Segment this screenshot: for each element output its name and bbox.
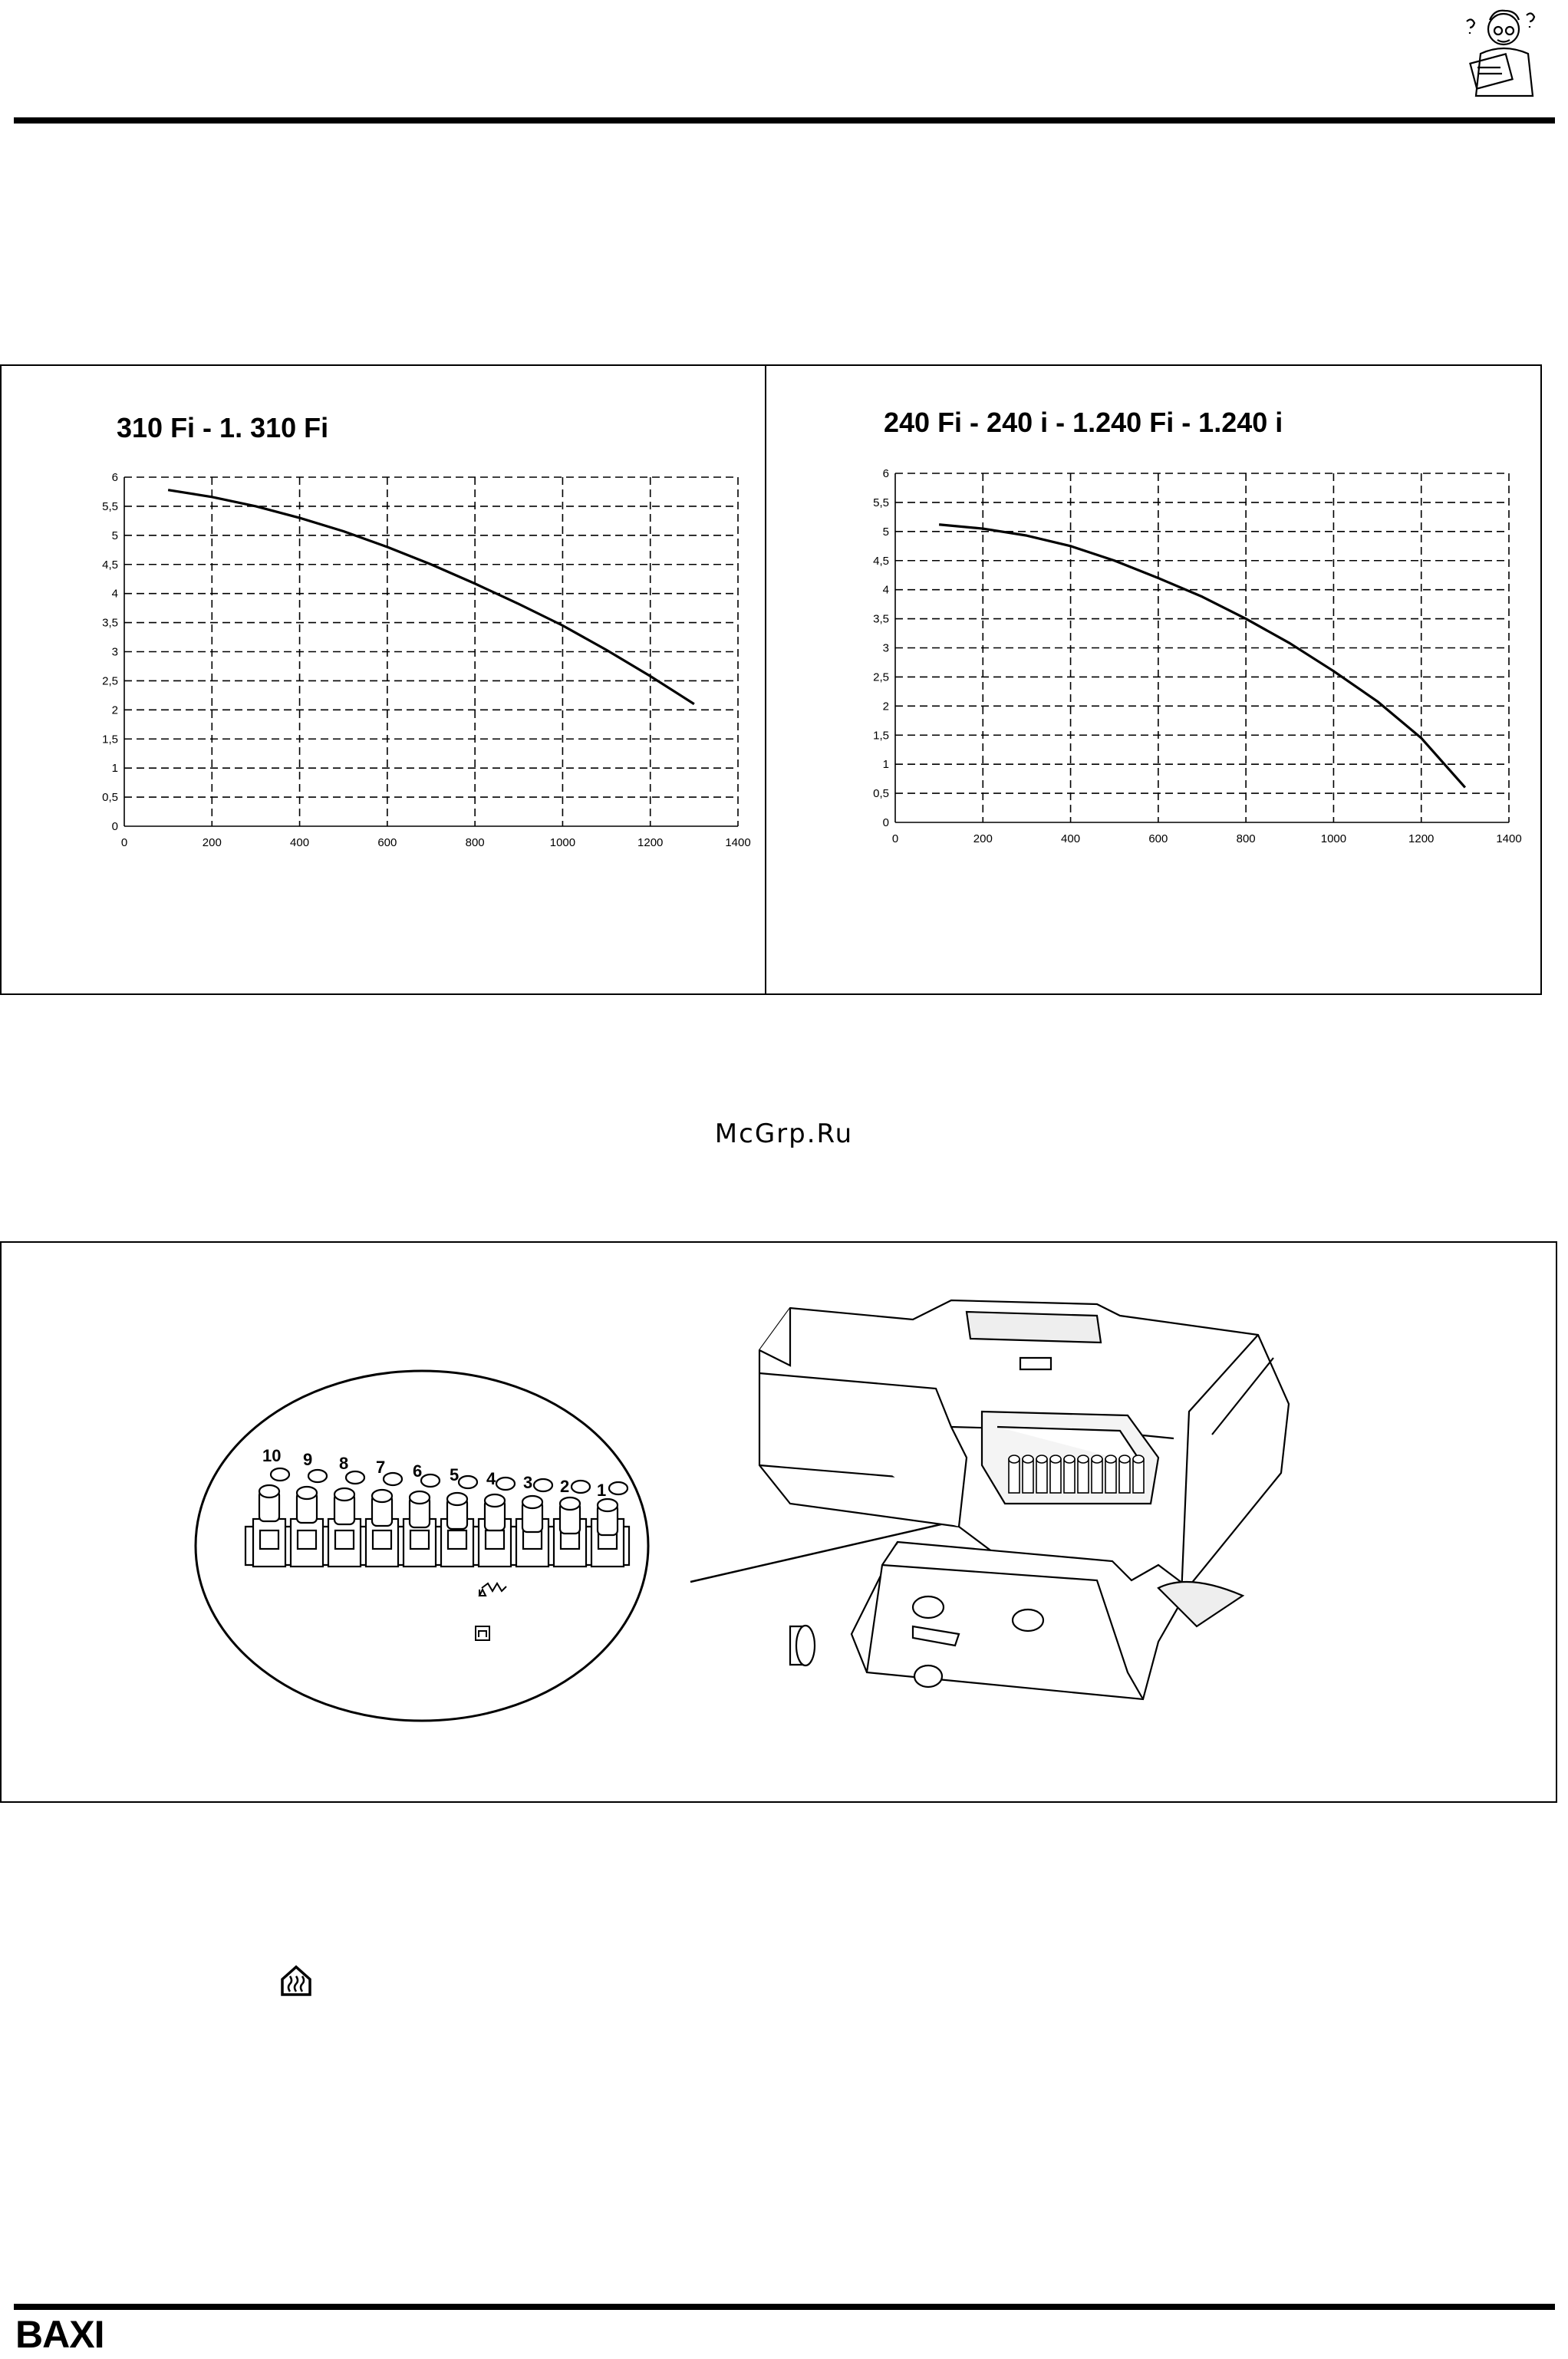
x-tick-label: 1200 — [637, 836, 664, 849]
x-tick-label: 400 — [1061, 832, 1081, 845]
heating-house-icon — [279, 1964, 313, 1998]
boiler-housing-illustration — [759, 1300, 1289, 1699]
x-tick-label: 200 — [202, 836, 222, 849]
terminal-number: 8 — [339, 1454, 349, 1473]
y-tick-label: 3 — [111, 645, 118, 659]
terminal-back-screw — [271, 1468, 289, 1481]
y-tick-label: 0 — [882, 816, 889, 829]
footer-rule — [14, 2304, 1555, 2310]
x-tick-label: 800 — [1236, 832, 1256, 845]
terminal-back-screw — [346, 1471, 364, 1484]
terminal-number: 1 — [597, 1481, 607, 1500]
cavity-terminal — [1023, 1459, 1033, 1493]
thermostat-symbol-icon — [476, 1583, 506, 1640]
x-tick-label: 1400 — [1496, 832, 1522, 845]
y-tick-label: 1 — [882, 758, 889, 772]
brand-logo: BAXI — [15, 2313, 104, 2356]
cavity-terminal — [1078, 1459, 1089, 1493]
y-tick-label: 0,5 — [873, 787, 889, 801]
y-tick-label: 0 — [111, 820, 118, 833]
terminal-screw-head — [259, 1485, 279, 1497]
series-line — [939, 525, 1465, 788]
y-tick-label: 3,5 — [873, 612, 889, 626]
terminal-number: 7 — [376, 1458, 386, 1477]
terminal-back-screw — [384, 1473, 402, 1485]
y-tick-label: 4 — [882, 583, 889, 597]
x-tick-label: 0 — [891, 832, 899, 845]
cavity-terminal-head — [1119, 1455, 1130, 1463]
terminal-screw-head — [334, 1488, 354, 1501]
x-tick-label: 1200 — [1408, 832, 1435, 845]
terminal-back-screw — [459, 1476, 477, 1488]
terminal-number: 4 — [486, 1469, 496, 1488]
reading-man-mascot-icon — [1450, 6, 1550, 110]
terminal-number: 6 — [413, 1461, 423, 1481]
y-tick-label: 1,5 — [102, 733, 118, 746]
x-tick-label: 600 — [1148, 832, 1168, 845]
x-tick-label: 1000 — [549, 836, 576, 849]
terminal-back-screw — [496, 1478, 515, 1490]
header-rule — [14, 117, 1555, 124]
cavity-terminal-head — [1133, 1455, 1144, 1463]
watermark-text: McGrp.Ru — [714, 1119, 854, 1149]
y-tick-label: 0,5 — [102, 791, 118, 805]
y-tick-label: 2,5 — [873, 670, 889, 684]
left-chart-title: 310 Fi - 1. 310 Fi — [117, 412, 329, 443]
y-tick-label: 4,5 — [873, 554, 889, 568]
terminal-number: 9 — [303, 1450, 313, 1469]
cavity-terminal — [1050, 1459, 1061, 1493]
x-tick-label: 400 — [290, 836, 310, 849]
cavity-terminal-head — [1050, 1455, 1061, 1463]
cavity-terminal — [1036, 1459, 1047, 1493]
terminal-screw-head — [598, 1499, 618, 1511]
cavity-terminal-head — [1009, 1455, 1020, 1463]
terminal-screw-window — [448, 1530, 466, 1549]
cavity-terminal — [1064, 1459, 1075, 1493]
terminal-screw-head — [372, 1490, 392, 1502]
y-tick-label: 3,5 — [102, 616, 118, 630]
terminal-number: 5 — [450, 1465, 460, 1484]
y-tick-label: 6 — [111, 471, 118, 484]
terminal-back-screw — [572, 1481, 590, 1493]
cavity-terminal-head — [1105, 1455, 1116, 1463]
terminal-back-screw — [609, 1482, 628, 1494]
y-tick-label: 5,5 — [873, 496, 889, 509]
y-tick-label: 4 — [111, 587, 118, 601]
terminal-screw-head — [447, 1493, 467, 1505]
terminal-back-screw — [421, 1474, 440, 1487]
y-tick-label: 1,5 — [873, 729, 889, 743]
cavity-terminal-head — [1036, 1455, 1047, 1463]
right-pressure-chart — [848, 456, 1523, 855]
cavity-terminal-head — [1023, 1455, 1033, 1463]
terminal-screw-window — [335, 1530, 354, 1549]
terminal-screw-window — [373, 1530, 391, 1549]
terminal-screw-window — [260, 1530, 278, 1549]
x-tick-label: 200 — [973, 832, 993, 845]
x-tick-label: 1000 — [1320, 832, 1347, 845]
left-pressure-chart — [77, 460, 752, 859]
cavity-terminal-head — [1092, 1455, 1102, 1463]
terminal-back-screw — [308, 1470, 327, 1482]
cavity-terminal — [1133, 1459, 1144, 1493]
terminal-screw-head — [522, 1496, 542, 1508]
cavity-terminal-head — [1064, 1455, 1075, 1463]
terminal-screw-head — [297, 1487, 317, 1499]
y-tick-label: 1 — [111, 762, 118, 776]
x-tick-label: 0 — [120, 836, 128, 849]
x-tick-label: 1400 — [725, 836, 751, 849]
y-tick-label: 2 — [111, 703, 118, 717]
cavity-terminal — [1119, 1459, 1130, 1493]
y-tick-label: 5 — [111, 529, 118, 542]
cavity-terminal — [1092, 1459, 1102, 1493]
terminal-screw-head — [560, 1497, 580, 1510]
y-tick-label: 3 — [882, 641, 889, 655]
terminal-strip — [245, 1468, 629, 1567]
y-tick-label: 6 — [882, 467, 889, 480]
charts-divider — [765, 364, 766, 995]
terminal-number: 3 — [523, 1473, 533, 1492]
y-tick-label: 2 — [882, 700, 889, 713]
terminal-back-screw — [534, 1479, 552, 1491]
series-line — [168, 490, 694, 704]
x-tick-label: 800 — [465, 836, 485, 849]
terminal-screw-head — [485, 1494, 505, 1507]
y-tick-label: 4,5 — [102, 558, 118, 572]
right-chart-title: 240 Fi - 240 i - 1.240 Fi - 1.240 i — [884, 407, 1283, 438]
terminal-number: 10 — [262, 1446, 282, 1465]
cavity-terminal — [1009, 1459, 1020, 1493]
cavity-terminal-head — [1078, 1455, 1089, 1463]
y-tick-label: 5 — [882, 525, 889, 539]
terminal-screw-head — [410, 1491, 430, 1504]
terminal-screw-window — [486, 1530, 504, 1549]
x-tick-label: 600 — [377, 836, 397, 849]
y-tick-label: 2,5 — [102, 674, 118, 688]
terminal-block-diagram — [192, 1273, 1358, 1734]
terminal-screw-window — [410, 1530, 429, 1549]
cavity-terminal — [1105, 1459, 1116, 1493]
y-tick-label: 5,5 — [102, 499, 118, 513]
terminal-screw-window — [523, 1530, 542, 1549]
terminal-number: 2 — [560, 1477, 570, 1496]
terminal-screw-window — [298, 1530, 316, 1549]
